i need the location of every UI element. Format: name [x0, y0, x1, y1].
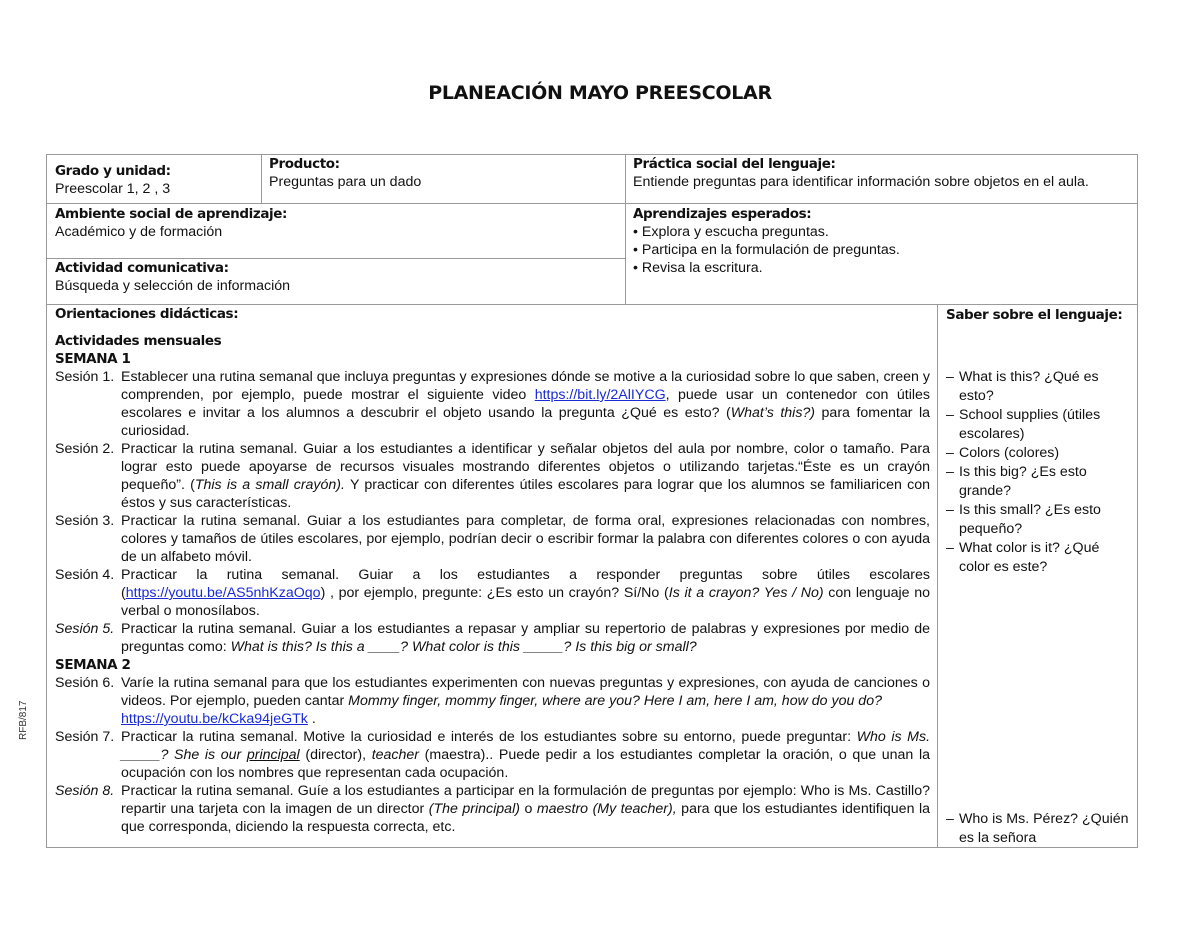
actividad-value: Búsqueda y selección de información [55, 278, 291, 294]
session-label: Sesión 7. [55, 729, 115, 745]
saber-item: – School supplies (útiles escolares) [946, 406, 1130, 444]
col-divider-2 [625, 154, 626, 305]
practica-cell [633, 155, 1133, 191]
session-label: Sesión 2. [55, 441, 115, 457]
col-divider-1 [261, 154, 262, 204]
aprendizajes-label: Aprendizajes esperados: [633, 206, 812, 222]
producto-value: Preguntas para un dado [269, 174, 422, 190]
col-divider-3 [937, 304, 938, 848]
saber-item: – Who is Ms. Pérez? ¿Quién es la señora [946, 810, 1130, 848]
side-code: RFB/817 [18, 700, 29, 740]
video-link[interactable]: https://youtu.be/kCka94jeGTk [121, 711, 308, 727]
session-label: Sesión 4. [55, 567, 115, 583]
grado-cell [55, 162, 255, 198]
orientaciones-label: Orientaciones didácticas: [55, 306, 239, 322]
practica-value: Entiende preguntas para identificar información sobre objetos en el aula. [633, 174, 1089, 190]
producto-cell [269, 155, 619, 191]
aprendizaje-item: • Participa en la formulación de preguntas. [633, 242, 900, 258]
session-8 [55, 782, 930, 836]
actividad-cell [55, 259, 615, 295]
saber-label: Saber sobre el lenguaje: [946, 307, 1123, 323]
aprendizaje-item: • Explora y escucha preguntas. [633, 224, 829, 240]
semana-1-label: SEMANA 1 [55, 351, 131, 367]
session-1 [55, 368, 930, 440]
aprendizajes-cell [633, 205, 1133, 277]
video-link[interactable]: https://bit.ly/2AlIYCG [534, 387, 666, 403]
session-7 [55, 728, 930, 782]
session-text: Varíe la rutina semanal para que los estudiantes experimenten con nuevas preguntas y expresiones, con ayuda de canciones o videos. Por ejemplo, pueden cantar Mommy finger, mommy finger, where are you? Here I am, here I am, how do you do? https://youtu.be/kCka94jeGTk . [121, 675, 930, 727]
saber-item: – Is this small? ¿Es esto pequeño? [946, 501, 1130, 539]
session-text: Practicar la rutina semanal. Guiar a los estudiantes a identificar y señalar objetos del aula por nombre, color o tamaño. Para lograr esto puede apoyarse de recursos visuales mostrando diferentes objetos o utilizando tarjetas.“Éste es un crayón pequeño”. (This is a small crayón). Y practicar con diferentes útiles escolares para lograr que los alumnos se familiaricen con éstos y sus características. [121, 441, 931, 511]
session-label: Sesión 5. [55, 621, 115, 637]
grado-value: Preescolar 1, 2 , 3 [55, 181, 171, 197]
saber-list [946, 368, 1130, 577]
actividades-label: Actividades mensuales [55, 333, 222, 349]
saber-item: – What is this? ¿Qué es esto? [946, 368, 1130, 406]
session-label: Sesión 3. [55, 513, 115, 529]
session-text: Practicar la rutina semanal. Guiar a los estudiantes a repasar y ampliar su repertorio de palabras y expresiones por medio de preguntas como: What is this? Is this a ____? What color is this _____? Is this big or small? [121, 621, 930, 655]
grado-label: Grado y unidad: [55, 163, 171, 179]
saber-item: – Is this big? ¿Es esto grande? [946, 463, 1130, 501]
table-border-right [1137, 154, 1138, 848]
sessions-list [55, 368, 930, 836]
orientaciones-header [55, 305, 925, 368]
session-4 [55, 566, 930, 620]
session-text: Practicar la rutina semanal. Motive la curiosidad e interés de los estudiantes sobre su entorno, puede preguntar: Who is Ms. _____? She is our principal (director), teacher (maestra).. Puede pedir a los estudiantes completar la oración, o que unan la ocupación con los nombres que representan cada ocupación. [121, 729, 931, 781]
video-link[interactable]: https://youtu.be/AS5nhKzaOqo [125, 585, 321, 601]
session-text: Practicar la rutina semanal. Guiar a los estudiantes a responder preguntas sobre útiles escolares (https://youtu.be/AS5nhKzaOqo) , por ejemplo, pregunte: ¿Es esto un crayón? Sí/No (Is it a crayon? Yes / No) con lenguaje no verbal o monosílabos. [121, 567, 930, 619]
session-5 [55, 620, 930, 656]
saber-list-2 [946, 810, 1130, 848]
session-text: Practicar la rutina semanal. Guíe a los estudiantes a participar en la formulación de preguntas por ejemplo: Who is Ms. Castillo? repartir una tarjeta con la imagen de un director (The principal) o maestro (My teacher), para que los estudiantes identifiquen la que corresponda, diciendo la respuesta correcta, etc. [121, 783, 930, 835]
row-divider-1 [46, 203, 1138, 204]
saber-column [946, 306, 1130, 846]
aprendizaje-item: • Revisa la escritura. [633, 260, 763, 276]
page-title: PLANEACIÓN MAYO PREESCOLAR [428, 82, 772, 104]
session-text: Practicar la rutina semanal. Guiar a los estudiantes para completar, de forma oral, expresiones relacionadas con nombres, colores y tamaños de útiles escolares, por ejemplo, podrían decir o escribir formar la palabra con diferentes colores o con ayuda de un alfabeto móvil. [121, 513, 930, 565]
saber-item: – Colors (colores) [946, 444, 1130, 463]
session-3 [55, 512, 930, 566]
producto-label: Producto: [269, 156, 340, 172]
session-6 [55, 674, 930, 728]
actividad-label: Actividad comunicativa: [55, 260, 229, 276]
session-label: Sesión 1. [55, 369, 115, 385]
semana-2-label: SEMANA 2 [55, 657, 131, 673]
session-text: Establecer una rutina semanal que incluya preguntas y expresiones dónde se motive a la curiosidad sobre lo que saben, creen y comprenden, por ejemplo, puede mostrar el siguiente video https://bit.ly/2AlIYCG, puede usar un contenedor con útiles escolares e invitar a los alumnos a descubrir el objeto usando la pregunta ¿Qué es esto? (What’s this?) para fomentar la curiosidad. [121, 369, 930, 439]
session-label: Sesión 6. [55, 675, 115, 691]
practica-label: Práctica social del lenguaje: [633, 156, 836, 172]
session-2 [55, 440, 930, 512]
saber-item: – What color is it? ¿Qué color es este? [946, 539, 1130, 577]
ambiente-label: Ambiente social de aprendizaje: [55, 206, 288, 222]
ambiente-value: Académico y de formación [55, 224, 223, 240]
ambiente-cell [55, 205, 615, 241]
session-label: Sesión 8. [55, 783, 115, 799]
